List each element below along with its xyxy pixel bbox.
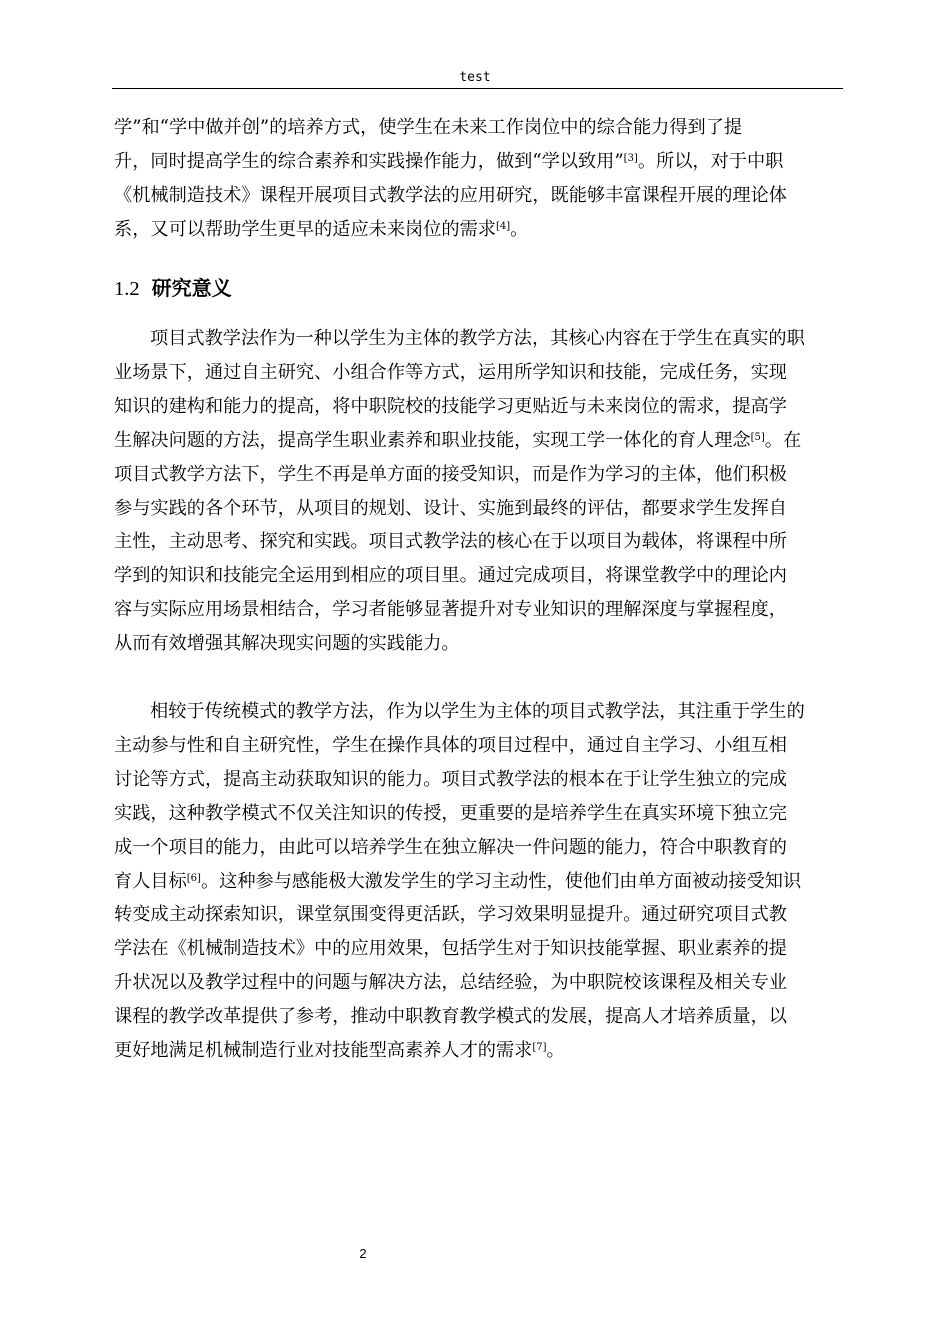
page-number: 2	[359, 1246, 367, 1261]
text-line: 参与实践的各个环节，从项目的规划、设计、实施到最终的评估，都要求学生发挥自	[114, 497, 787, 519]
section-title: 研究意义	[151, 276, 232, 300]
text-line: 知识的建构和能力的提高，将中职院校的技能学习更贴近与未来岗位的需求，提高学	[114, 395, 787, 417]
citation[interactable]: [3]	[623, 152, 638, 164]
text-line: 课程的教学改革提供了参考，推动中职教育教学模式的发展，提高人才培养质量，以	[114, 1006, 787, 1028]
text-line: 容与实际应用场景相结合，学习者能够显著提升对专业知识的理解深度与掌握程度，	[114, 599, 787, 621]
section-number: 1.2	[114, 278, 140, 300]
text-line: 从而有效增强其解决现实问题的实践能力。	[114, 633, 460, 655]
text-line: 业场景下，通过自主研究、小组合作等方式，运用所学知识和技能，完成任务，实现	[114, 361, 787, 383]
text-line: 生解决问题的方法，提高学生职业素养和职业技能，实现工学一体化的育人理念[5]。在	[114, 429, 802, 451]
text-line: 成一个项目的能力，由此可以培养学生在独立解决一件问题的能力，符合中职教育的	[114, 836, 787, 858]
text-line: 升状况以及教学过程中的问题与解决方法，总结经验，为中职院校该课程及相关专业	[114, 972, 787, 994]
text-line: 转变成主动探索知识，课堂氛围变得更活跃，学习效果明显提升。通过研究项目式教	[114, 904, 787, 926]
text-line: 《机械制造技术》课程开展项目式教学法的应用研究，既能够丰富课程开展的理论体	[114, 184, 787, 206]
text-line: 升，同时提高学生的综合素养和实践操作能力，做到“学以致用”[3]。所以，对于中职	[114, 150, 784, 172]
text-line: 讨论等方式，提高主动获取知识的能力。项目式教学法的根本在于让学生独立的完成	[114, 768, 787, 790]
text-line: 更好地满足机械制造行业对技能型高素养人才的需求[7]。	[114, 1040, 565, 1062]
citation[interactable]: [4]	[495, 220, 511, 232]
text-line: 学”和“学中做并创”的培养方式，使学生在未来工作岗位中的综合能力得到了提	[114, 117, 743, 138]
citation[interactable]: [5]	[750, 431, 765, 443]
text-line: 学法在《机械制造技术》中的应用效果，包括学生对于知识技能掌握、职业素养的提	[114, 938, 787, 960]
text-line: 主动参与性和自主研究性，学生在操作具体的项目过程中，通过自主学习、小组互相	[114, 734, 787, 756]
text-line: 学到的知识和技能完全运用到相应的项目里。通过完成项目，将课堂教学中的理论内	[114, 565, 787, 587]
text-line: 育人目标[6]。这种参与感能极大激发学生的学习主动性，使他们由单方面被动接受知识	[114, 870, 802, 892]
text-line: 相较于传统模式的教学方法，作为以学生为主体的项目式教学法，其注重于学生的	[150, 701, 805, 722]
paragraph-significance-2	[114, 695, 840, 1068]
citation[interactable]: [7]	[532, 1042, 547, 1054]
text-line: 实践，这种教学模式不仅关注知识的传授，更重要的是培养学生在真实环境下独立完	[114, 802, 787, 824]
text-line: 系，又可以帮助学生更早的适应未来岗位的需求[4]。	[114, 218, 529, 240]
intro-paragraph	[114, 111, 840, 247]
running-header: test	[459, 70, 491, 85]
text-line: 主性，主动思考、探究和实践。项目式教学法的核心在于以项目为载体，将课程中所	[114, 531, 787, 553]
section-heading	[114, 272, 232, 301]
citation[interactable]: [6]	[186, 872, 201, 884]
paragraph-significance-1	[114, 322, 840, 661]
text-line: 项目式教学法作为一种以学生为主体的教学方法，其核心内容在于学生在真实的职	[150, 328, 805, 349]
text-line: 项目式教学方法下，学生不再是单方面的接受知识，而是作为学习的主体，他们积极	[114, 463, 787, 485]
header-rule	[112, 88, 843, 89]
